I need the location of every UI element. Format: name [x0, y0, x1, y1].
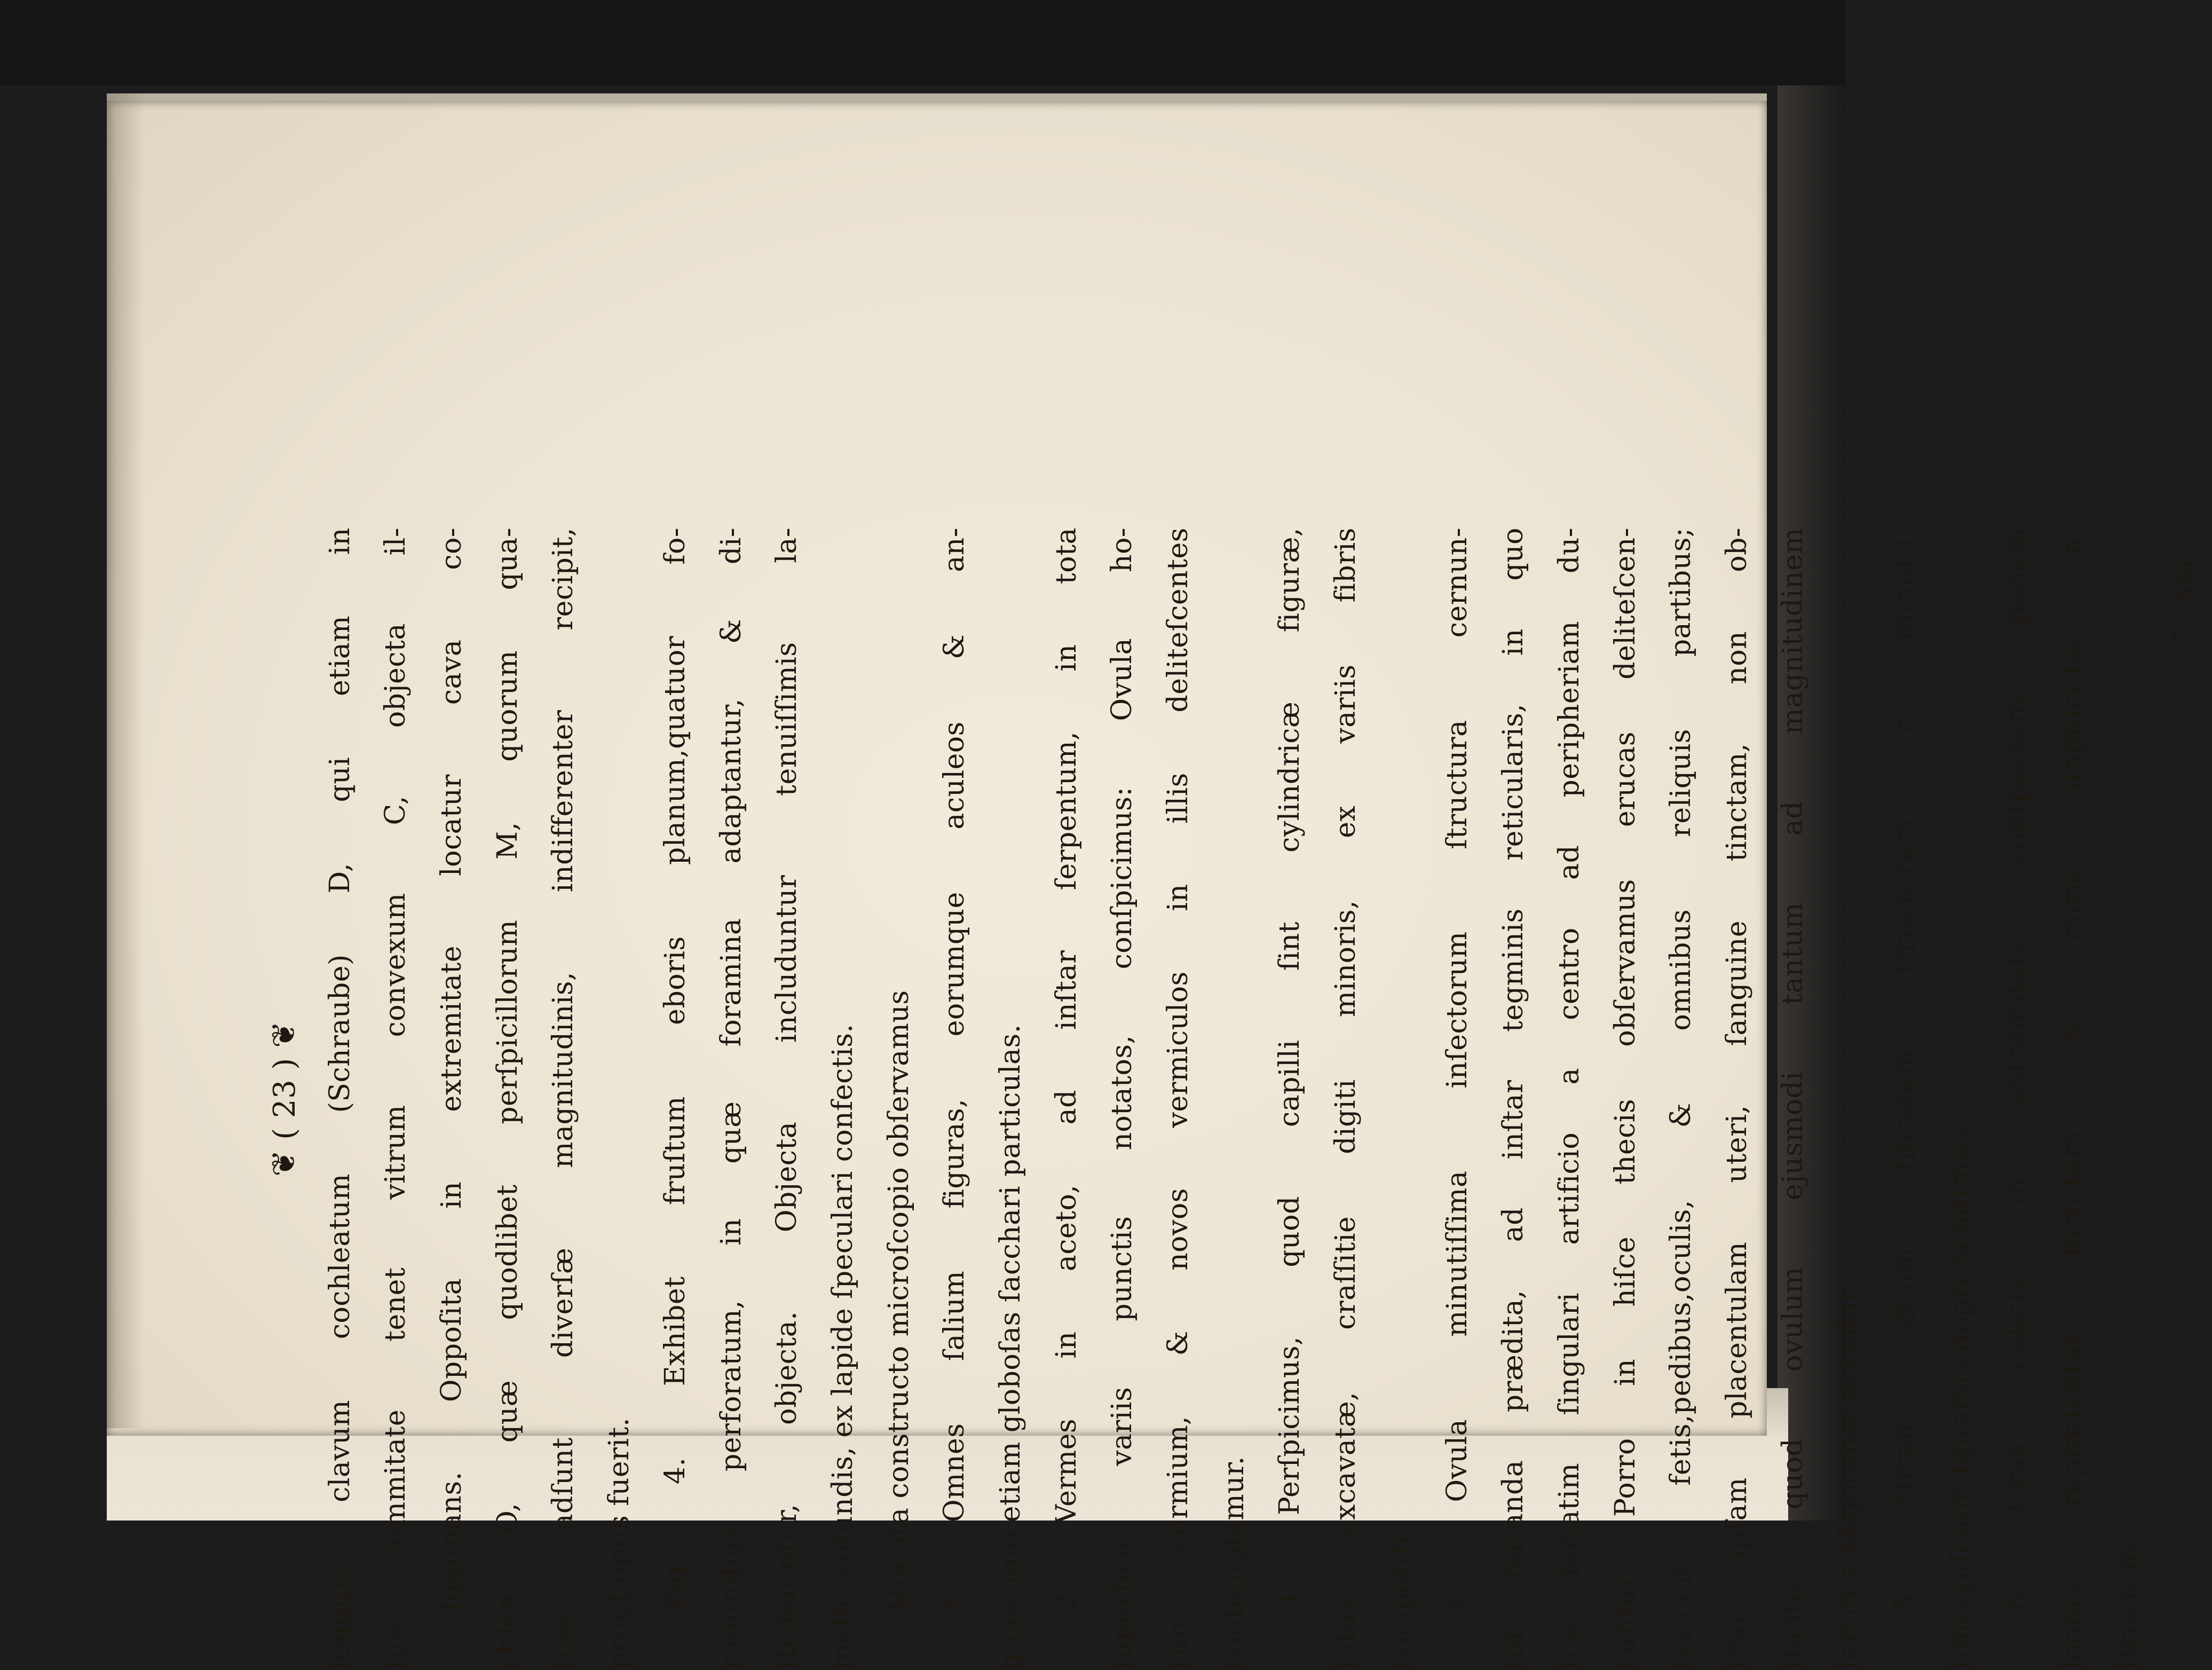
text-line: leonis repræſentat hirſutum, & miris unguiculis in- — [2056, 527, 2088, 1670]
text-line: ſtructum. — [2112, 1535, 2144, 1670]
left-ornament-icon: ❦ — [265, 1149, 303, 1177]
text-line: compoſiti. — [1385, 1526, 1418, 1670]
page-text-block — [256, 527, 2200, 1670]
text-line: prout opus fuerit. — [603, 1417, 636, 1670]
text-line: 5. Miram offium fibroſam ſtructuram in minutiſ- — [1888, 527, 1921, 1611]
text-line: luminans. Oppoſita in extremitate locatur cava co- — [436, 527, 468, 1611]
page-number: ( 23 ) — [267, 1058, 302, 1140]
catchword: 7. Ala — [2168, 560, 2200, 642]
text-line: ſua ſummitate tenet vitrum convexum C, objecta il- — [380, 527, 412, 1670]
text-line: ſtribuuntur, objecta. Objecta includuntur tenuiſſimis la- — [771, 527, 803, 1670]
right-ornament-icon: ❦ — [265, 1021, 303, 1048]
text-line: contemplamur. — [1218, 1456, 1250, 1670]
text-line: imo ipſam placentulam uteri, ſanguine tinctam, non ob- — [1720, 527, 1753, 1670]
text-line: gulos,imo etiam globoſas ſacchari particulas. — [994, 1024, 1026, 1670]
background-top — [0, 0, 1845, 85]
text-line: tuor adſunt diverſæ magnitudinis, indifferenter recipit, — [547, 527, 580, 1670]
text-line: cuntur. Porro in hiſce thecis obſervamus erucas deliteſcen- — [1609, 527, 1641, 1670]
text-line: tes,cum fetis,pedibus,oculis, & omnibus reliquis partibus; — [1665, 527, 1697, 1670]
text-line: ſuperficie variis punctis notatos, conſpicimus: Ovula ho- — [1106, 527, 1139, 1670]
text-line: feminis Majoranæ accedat. — [1832, 1280, 1865, 1670]
text-line: fila feriatim ſingulari artificio a centro ad peripheriam du- — [1553, 527, 1585, 1670]
text-line: mellis rotundis, ex lapide ſpeculari confectis. — [826, 1023, 859, 1670]
text-line: Hoc ita constructo microſcopio obſervamus — [882, 990, 915, 1611]
text-line: raminibus perforatum, in quæ foramina adaptantur, & di- — [715, 527, 747, 1670]
page-gutter — [107, 93, 144, 1428]
text-line: 6. Crus culicis in extremitate conſpectum pedem — [2000, 527, 2033, 1611]
text-line: ſimis piſcium ſquamis deprehendimus. — [1944, 1120, 1977, 1670]
text-line: chlea O, quæ quodlibet perſpicillorum M, quorum qua- — [491, 527, 524, 1670]
text-line: Fig. 4. Exhibet fruſtum eboris planum,quatuor fo- — [659, 527, 691, 1611]
text-line: ſtante, quod ovulum ejusmodi tantum ad magnitudinem — [1776, 527, 1809, 1670]
running-header — [256, 527, 312, 1670]
text-line: 2. Vermes in aceto, ad inſtar ſerpentum, in tota — [1050, 527, 1083, 1611]
text-line: 3. Perſpicimus, quod capilli ſint cylindricæ figuræ, — [1274, 527, 1306, 1611]
text-line: tur miranda prædita, ad inſtar tegminis reticularis, in quo — [1497, 527, 1530, 1670]
text-line: longum clavum cochleatum (Schraube) D, qui etiam in — [323, 527, 356, 1670]
text-line: rum vermium, & novos vermiculos in illis deliteſcentes — [1162, 527, 1194, 1670]
text-line: 1. Omnes ſalium figuras, eorumque aculeos & an- — [938, 527, 971, 1611]
text-line: 4. Ovula minutiſſima inſectorum ſtructura cernun- — [1441, 527, 1474, 1611]
text-line: intus excavatæ, craſſitie digiti minoris, ex variis fibris — [1330, 527, 1362, 1670]
